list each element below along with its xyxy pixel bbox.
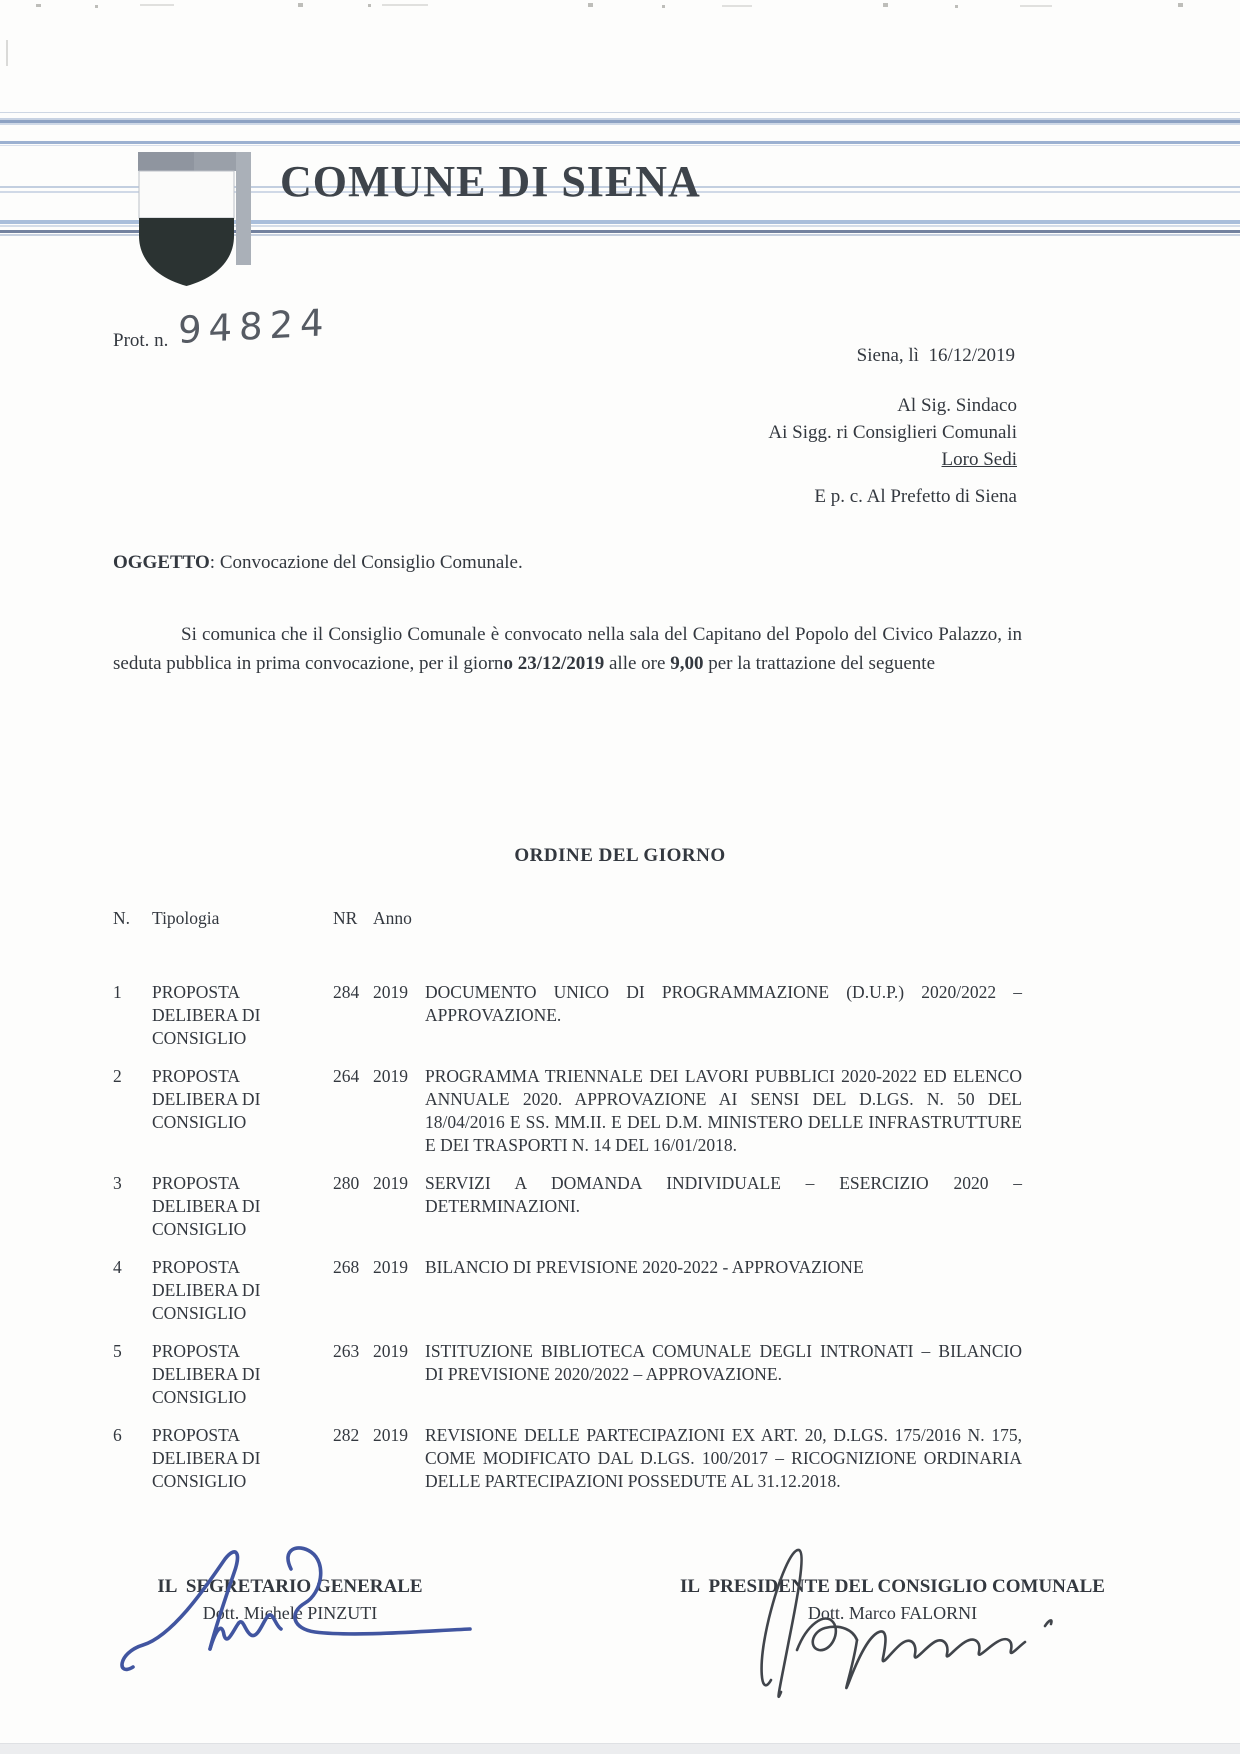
agenda-item-nr: 284: [333, 982, 360, 1002]
recipient-line-loro-sedi: Loro Sedi: [941, 449, 1017, 470]
agenda-row: [113, 1256, 1022, 1325]
body-paragraph: [113, 620, 1022, 678]
subject-line: [113, 552, 523, 574]
segretario-name: Dott. Michele PINZUTI: [202, 1603, 378, 1623]
agenda-item-descrizione: DOCUMENTO UNICO DI PROGRAMMAZIONE (D.U.P.) 2020/2022 – APPROVAZIONE.: [425, 982, 1022, 1025]
agenda-item-nr: 268: [333, 1257, 360, 1277]
agenda-row: [113, 1340, 1022, 1409]
body-bold-segment: o 23/12/2019: [503, 653, 605, 674]
col-header-anno: Anno: [373, 908, 412, 928]
body-bold-segment: 9,00: [670, 653, 704, 674]
agenda-item-number: 6: [113, 1425, 122, 1445]
recipient-line: Al Sig. Sindaco: [897, 395, 1017, 416]
segretario-title: IL SEGRETARIO GENERALE: [157, 1576, 423, 1597]
agenda-item-tipologia: PROPOSTA DELIBERA DI CONSIGLIO: [152, 1066, 261, 1132]
agenda-item-number: 3: [113, 1173, 122, 1193]
agenda-item-anno: 2019: [373, 982, 408, 1002]
presidente-handwritten-signature: [745, 1540, 1085, 1715]
agenda-item-anno: 2019: [373, 1173, 408, 1193]
siena-crest-icon: [138, 152, 253, 293]
agenda-item-descrizione: PROGRAMMA TRIENNALE DEI LAVORI PUBBLICI 2020-2022 ED ELENCO ANNUALE 2020. APPROVAZIONE AI SENSI DEL D.LGS. N. 50 DEL 18/04/2016 E SS. MM.II. E DEL D.M. MINISTERO DELLE INFRASTRUTTURE E DEI TRASPORTI N. 14 DEL 16/01/2018.: [425, 1066, 1022, 1155]
agenda-item-descrizione: SERVIZI A DOMANDA INDIVIDUALE – ESERCIZIO 2020 – DETERMINAZIONI.: [425, 1173, 1022, 1216]
subject-label: OGGETTO: [113, 552, 210, 573]
agenda-item-nr: 263: [333, 1341, 360, 1361]
org-title: COMUNE DI SIENA: [280, 157, 701, 206]
agenda-item-number: 2: [113, 1066, 122, 1086]
agenda-rows: [113, 981, 1022, 1493]
body-segment: Si comunica che il Consiglio Comunale è convocato nella sala del Capitano del Popolo del Civico Palazzo, in seduta pubblica in prima convocazione, per il giorn: [113, 624, 1022, 674]
agenda-row: [113, 1065, 1022, 1157]
agenda-item-tipologia: PROPOSTA DELIBERA DI CONSIGLIO: [152, 1173, 261, 1239]
place-date: Siena, lì 16/12/2019: [856, 345, 1015, 366]
agenda-item-tipologia: PROPOSTA DELIBERA DI CONSIGLIO: [152, 1425, 261, 1491]
agenda-item-number: 5: [113, 1341, 122, 1361]
agenda-item-anno: 2019: [373, 1257, 408, 1277]
agenda-title: ORDINE DEL GIORNO: [514, 845, 726, 866]
agenda-item-descrizione: ISTITUZIONE BIBLIOTECA COMUNALE DEGLI INTRONATI – BILANCIO DI PREVISIONE 2020/2022 – APPROVAZIONE.: [425, 1341, 1022, 1384]
body-segment: alle ore: [604, 653, 671, 674]
presidente-name: Dott. Marco FALORNI: [807, 1603, 978, 1623]
protocol-label: Prot. n.: [113, 330, 169, 351]
agenda-row: [113, 981, 1022, 1050]
recipient-line: Ai Sigg. ri Consiglieri Comunali: [768, 422, 1017, 443]
agenda-item-tipologia: PROPOSTA DELIBERA DI CONSIGLIO: [152, 1257, 261, 1323]
col-header-nr: NR: [333, 908, 358, 928]
protocol-number-handwritten: 94824: [177, 300, 331, 353]
agenda-item-tipologia: PROPOSTA DELIBERA DI CONSIGLIO: [152, 982, 261, 1048]
recipients-block: [768, 392, 1017, 473]
agenda-header-row: [113, 908, 1022, 929]
agenda-row: [113, 1172, 1022, 1241]
agenda-item-anno: 2019: [373, 1341, 408, 1361]
agenda-item-nr: 264: [333, 1066, 360, 1086]
col-header-n: N.: [113, 908, 131, 928]
scan-bottom-edge: [0, 1743, 1240, 1754]
cc-line: E p. c. Al Prefetto di Siena: [814, 486, 1017, 507]
agenda-item-anno: 2019: [373, 1425, 408, 1445]
agenda-item-descrizione: BILANCIO DI PREVISIONE 2020-2022 - APPROVAZIONE: [425, 1257, 864, 1277]
agenda-item-descrizione: REVISIONE DELLE PARTECIPAZIONI EX ART. 20, D.LGS. 175/2016 N. 175, COME MODIFICATO DAL D.LGS. 100/2017 – RICOGNIZIONE ORDINARIA DELLE PARTECIPAZIONI POSSEDUTE AL 31.12.2018.: [425, 1425, 1022, 1491]
agenda-item-tipologia: PROPOSTA DELIBERA DI CONSIGLIO: [152, 1341, 261, 1407]
agenda-item-nr: 282: [333, 1425, 360, 1445]
subject-text: : Convocazione del Consiglio Comunale.: [209, 552, 523, 573]
agenda-item-number: 4: [113, 1257, 122, 1277]
body-segment: per la trattazione del seguente: [703, 653, 936, 674]
presidente-signature-block: [650, 1576, 1135, 1624]
agenda-item-anno: 2019: [373, 1066, 408, 1086]
agenda-row: [113, 1424, 1022, 1493]
agenda-item-number: 1: [113, 982, 122, 1002]
agenda-item-nr: 280: [333, 1173, 360, 1193]
col-header-tipologia: Tipologia: [152, 908, 220, 928]
segretario-signature-block: [120, 1576, 460, 1624]
presidente-title: IL PRESIDENTE DEL CONSIGLIO COMUNALE: [680, 1576, 1105, 1597]
agenda-table: [113, 908, 1022, 1508]
